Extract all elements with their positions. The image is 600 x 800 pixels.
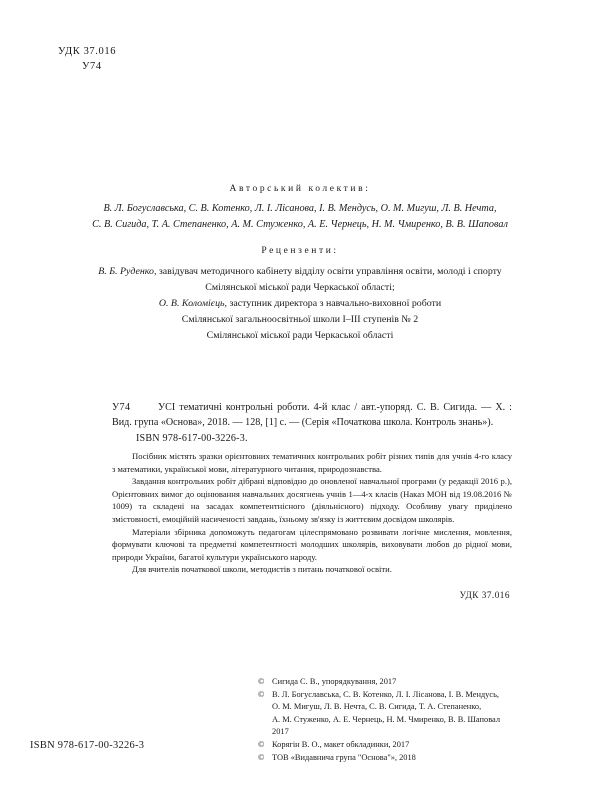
biblio-author-mark: У74: [112, 402, 131, 413]
udk-code-bottom: УДК 37.016: [459, 589, 510, 600]
reviewer-2-name: О. В. Коломієць: [158, 297, 225, 309]
bibliographic-record: [112, 400, 512, 600]
authors-line-1: В. Л. Богуславська, С. В. Котенко, Л. І. Лісанова, І. В. Мендусь, О. М. Мигуш, Л. В. Нечта,: [103, 203, 497, 214]
annotation-paragraph: Завдання контрольних робіт дібрані відповідно до оновленої навчальної програми (у редакції 2016 р.), Орієнтовних вимог до оцінювання навчальних досягнень учнів 1—4-х класів (Наказ МОН від 19.08.2016 № 1009) та складені на засадах компетентнісного (діяльнісного) підходу. Особливу увагу приділено змістовності, емоційній насиченості завдань, їхньому зв'язку із життєвим досвідом школярів.: [112, 476, 512, 525]
reviewer-2-line: [24, 296, 576, 311]
copyright-entry-text: В. Л. Богуславська, С. В. Котенко, Л. І. Лісанова, І. В. Мендусь,: [272, 689, 500, 699]
copyright-entry-text: А. М. Стуженко, А. Е. Чернець, Н. М. Чмиренко, В. В. Шаповал: [272, 714, 501, 724]
copyright-entry: [258, 676, 500, 689]
authors-names: [30, 201, 570, 232]
reviewer-2-org-line-2: Смілянської міської ради Черкаської області: [206, 330, 394, 341]
copyright-icon: ©: [258, 677, 265, 686]
copyright-icon: ©: [258, 689, 265, 699]
copyright-entry-text: Сигида С. В., упорядкування, 2017: [272, 677, 397, 686]
copyright-block: [258, 676, 500, 764]
author-mark-code: У74: [82, 61, 102, 73]
biblio-citation: УСІ тематичні контрольні роботи. 4-й клас / авт.-упоряд. С. В. Сигида. — Х. : Вид. група «Основа», 2018. — 128, [1] с. — (Серія «Початкова школа. Контроль знань»).: [112, 402, 512, 429]
annotation-paragraph: Матеріали збірника допоможуть педагогам цілеспрямовано розвивати логічне мислення, мовлення, формувати ключові та предметні компетентності молодших школярів, виховувати любов до рідної мови, природи України, багатої культури українського народу.: [112, 526, 512, 562]
annotation-paragraph: Посібник містять зразки орієнтовних тематичних контрольних робіт різних типів для учнів 4-го класу з математики, української мови, літературного читання, природознавства.: [112, 451, 512, 474]
copyright-entry-text: ТОВ «Видавнича група "Основа"», 2018: [272, 752, 416, 762]
copyright-entry: [258, 739, 500, 752]
authors-heading: Авторський колектив:: [229, 184, 371, 194]
reviewer-2-org-line-1: Смілянської загальноосвітньої школи І–ІІІ ступенів № 2: [181, 313, 419, 325]
reviewer-2-role: , заступник директора з навчально-виховної роботи: [224, 297, 442, 309]
copyright-icon: ©: [258, 752, 265, 762]
reviewer-entry-1: [24, 264, 576, 296]
reviewers-section: [24, 246, 576, 343]
authors-line-2: С. В. Сигида, Т. А. Степаненко, А. М. Стуженко, А. Е. Чернець, Н. М. Чмиренко, В. В. Шаповал: [92, 218, 508, 230]
reviewer-entry-2: [24, 296, 576, 344]
isbn-inner: ISBN 978-617-00-3226-3.: [136, 433, 248, 445]
annotation-text: [112, 450, 512, 575]
copyright-entry-text: Корягін В. О., макет обкладинки, 2017: [272, 740, 410, 750]
reviewer-1-role: , завідувач методичного кабінету відділу освіти управління освіти, молоді і спорту: [153, 266, 502, 277]
isbn-bottom: ISBN 978-617-00-3226-3: [30, 740, 145, 751]
biblio-description: [112, 400, 512, 430]
classification-codes: [58, 44, 116, 74]
reviewer-1-name: В. Б. Руденко: [98, 266, 154, 277]
reviewer-1-org: Смілянської міської ради Черкаської області;: [205, 282, 395, 294]
udk-code: УДК 37.016: [58, 46, 117, 57]
reviewers-heading: Рецензенти:: [261, 246, 339, 256]
copyright-entry: [258, 689, 500, 702]
reviewer-1-line: [24, 264, 576, 279]
copyright-entry: [258, 752, 500, 765]
copyright-entry-text: 2017: [272, 727, 289, 737]
authors-section: [30, 184, 570, 232]
copyright-icon: ©: [258, 740, 265, 750]
annotation-paragraph: Для вчителів початкової школи, методистів з питань початкової освіти.: [132, 564, 392, 575]
copyright-entry-text: О. М. Мигуш, Л. В. Нечта, С. В. Сигида, Т. А. Степаненко,: [272, 702, 482, 712]
